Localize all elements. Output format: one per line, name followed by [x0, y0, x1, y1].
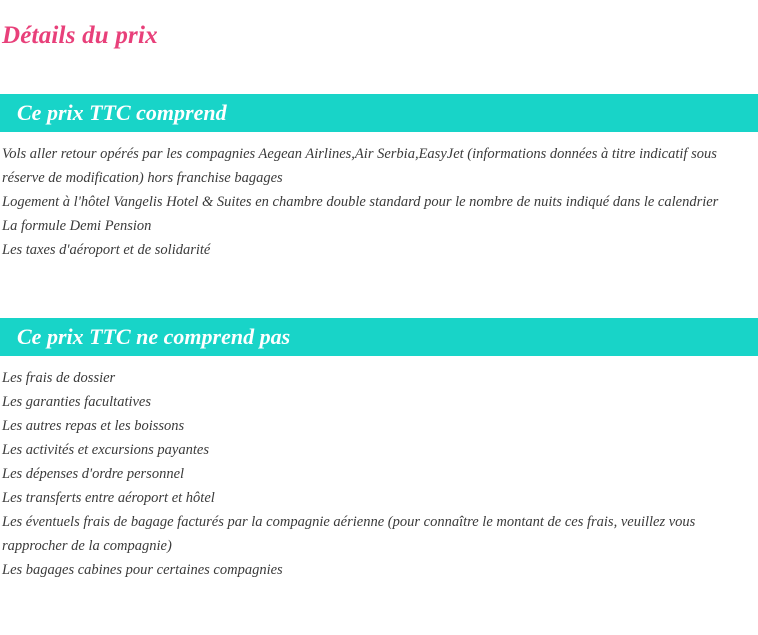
- list-item: Logement à l'hôtel Vangelis Hotel & Suites en chambre double standard pour le nombre de nuits indiqué dans le calendrier: [2, 194, 719, 210]
- section-excluded: [0, 318, 758, 582]
- list-item: La formule Demi Pension: [2, 218, 152, 234]
- list-item: Les bagages cabines pour certaines compagnies: [2, 562, 283, 578]
- list-item: Les frais de dossier: [2, 370, 116, 386]
- section-excluded-body: [0, 366, 758, 582]
- section-excluded-heading: Ce prix TTC ne comprend pas: [0, 318, 758, 356]
- list-item: Les dépenses d'ordre personnel: [2, 466, 185, 482]
- list-item: Les transferts entre aéroport et hôtel: [2, 490, 215, 506]
- list-item: Les éventuels frais de bagage facturés par la compagnie aérienne (pour connaître le montant de ces frais, veuillez vous rapprocher de la compagnie): [2, 514, 696, 554]
- list-item: Les taxes d'aéroport et de solidarité: [2, 242, 211, 258]
- spacer: [0, 132, 758, 142]
- section-included: [0, 94, 758, 262]
- spacer: [0, 262, 758, 318]
- list-item: Vols aller retour opérés par les compagnies Aegean Airlines,Air Serbia,EasyJet (informations données à titre indicatif sous réserve de modification) hors franchise bagages: [2, 146, 717, 186]
- page-title: Détails du prix: [2, 22, 158, 49]
- list-item: Les garanties facultatives: [2, 394, 152, 410]
- list-item: Les activités et excursions payantes: [2, 442, 209, 458]
- list-item: Les autres repas et les boissons: [2, 418, 185, 434]
- section-included-heading: Ce prix TTC comprend: [0, 94, 758, 132]
- section-included-body: [0, 142, 758, 262]
- spacer: [0, 50, 758, 94]
- spacer: [0, 356, 758, 366]
